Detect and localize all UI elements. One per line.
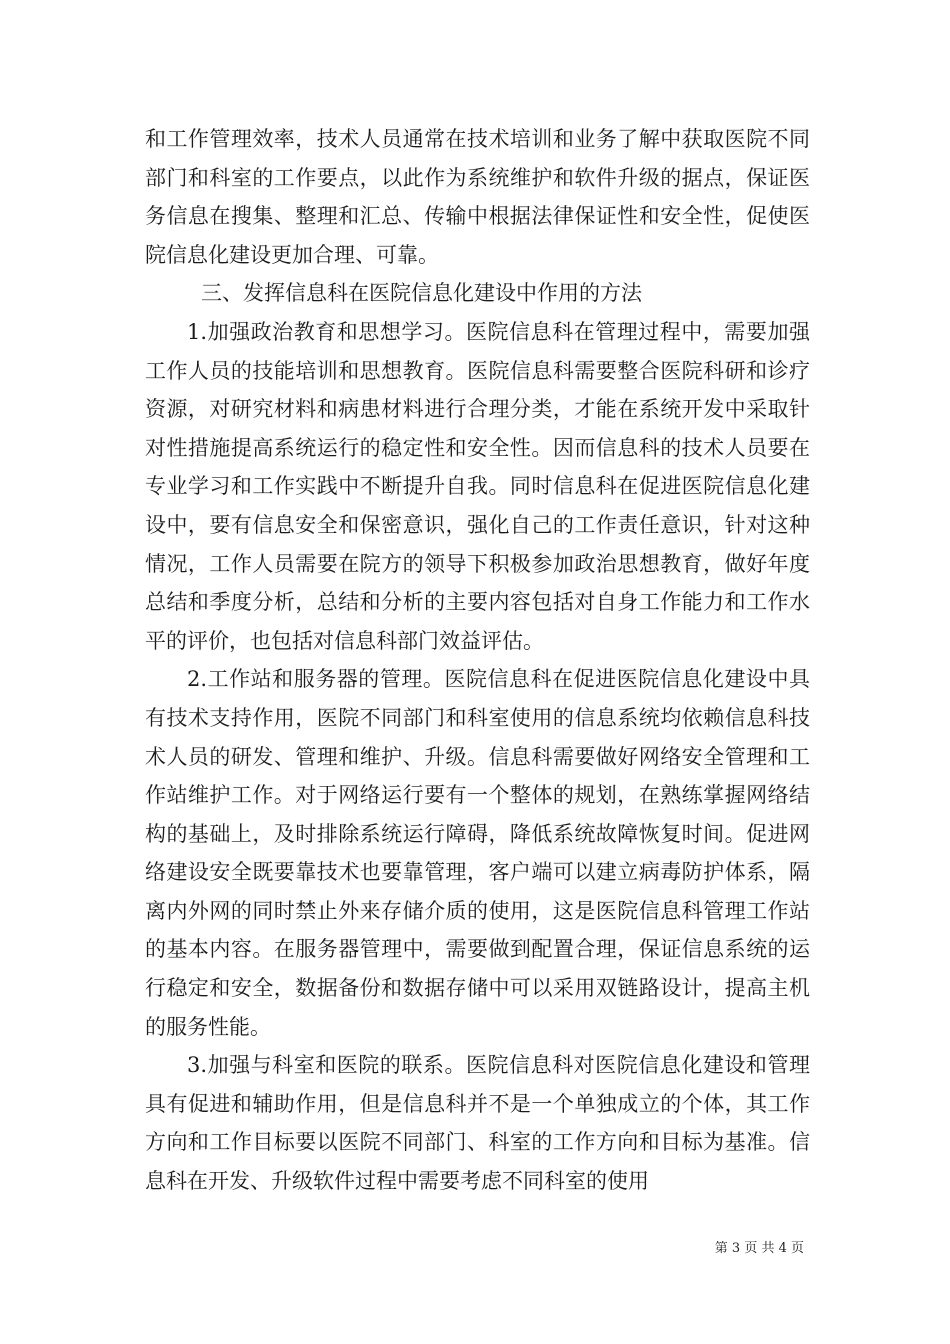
paragraph-item-1: 1.加强政治教育和思想学习。医院信息科在管理过程中，需要加强工作人员的技能培训和思想教育。医院信息科需要整合医院科研和诊疗资源，对研究材料和病患材料进行合理分类，才能在系统开发中采取针对性措施提高系统运行的稳定性和安全性。因而信息科的技术人员要在专业学习和工作实践中不断提升自我。同时信息科在促进医院信息化建设中，要有信息安全和保密意识，强化自己的工作责任意识，针对这种情况，工作人员需要在院方的领导下积极参加政治思想教育，做好年度总结和季度分析，总结和分析的主要内容包括对自身工作能力和工作水平的评价，也包括对信息科部门效益评估。 [145, 319, 810, 653]
document-body [145, 120, 810, 1201]
page-number-footer: 第 3 页 共 4 页 [714, 1241, 804, 1256]
paragraph-continuation: 和工作管理效率，技术人员通常在技术培训和业务了解中获取医院不同部门和科室的工作要点，以此作为系统维护和软件升级的据点，保证医务信息在搜集、整理和汇总、传输中根据法律保证性和安全性，促使医院信息化建设更加合理、可靠。 [145, 127, 810, 267]
section-heading: 三、发挥信息科在医院信息化建设中作用的方法 [201, 281, 642, 306]
paragraph-item-3: 3.加强与科室和医院的联系。医院信息科对医院信息化建设和管理具有促进和辅助作用，但是信息科并不是一个单独成立的个体，其工作方向和工作目标要以医院不同部门、科室的工作方向和目标为基准。信息科在开发、升级软件过程中需要考虑不同科室的使用 [145, 1053, 810, 1194]
paragraph-item-2: 2.工作站和服务器的管理。医院信息科在促进医院信息化建设中具有技术支持作用，医院不同部门和科室使用的信息系统均依赖信息科技术人员的研发、管理和维护、升级。信息科需要做好网络安全管理和工作站维护工作。对于网络运行要有一个整体的规划，在熟练掌握网络结构的基础上，及时排除系统运行障碍，降低系统故障恢复时间。促进网络建设安全既要靠技术也要靠管理，客户端可以建立病毒防护体系，隔离内外网的同时禁止外来存储介质的使用，这是医院信息科管理工作站的基本内容。在服务器管理中，需要做到配置合理，保证信息系统的运行稳定和安全，数据备份和数据存储中可以采用双链路设计，提高主机的服务性能。 [145, 667, 810, 1039]
